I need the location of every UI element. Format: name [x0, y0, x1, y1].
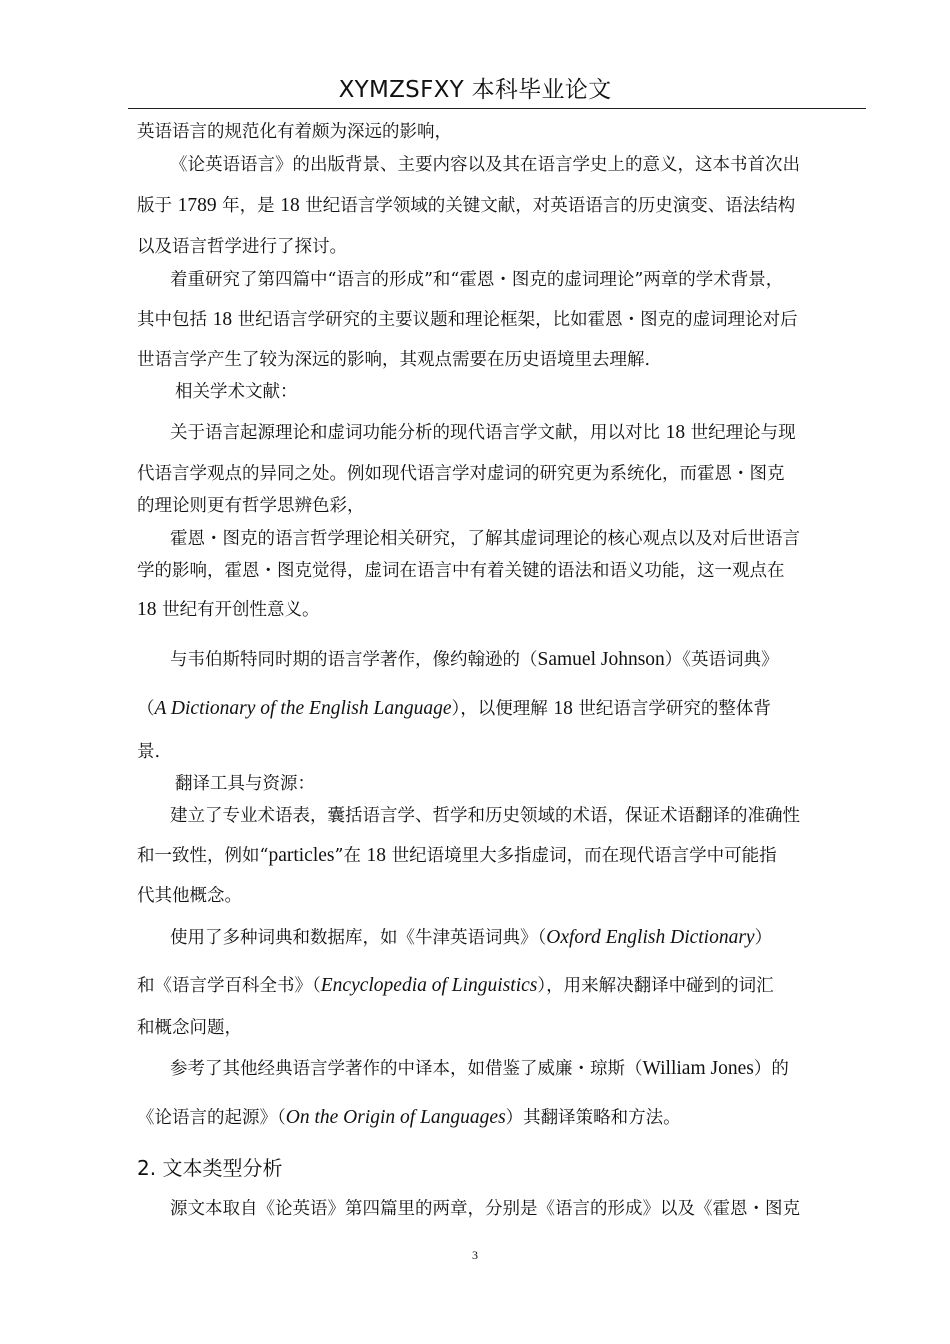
text-line: 霍恩・图克的语言哲学理论相关研究，了解其虚词理论的核心观点以及对后世语言	[170, 529, 800, 549]
text-line: 《论语言的起源》（On the Origin of Languages）其翻译策略和方法。	[137, 1107, 681, 1128]
text-line: 的理论则更有哲学思辨色彩，	[137, 496, 365, 516]
text-line: 其中包括 18 世纪语言学研究的主要议题和理论框架，比如霍恩・图克的虚词理论对后	[137, 309, 798, 330]
text-line: 版于 1789 年，是 18 世纪语言学领域的关键文献，对英语语言的历史演变、语法结构	[137, 195, 796, 216]
text-line: 使用了多种词典和数据库，如《牛津英语词典》（Oxford English Dictionary）	[170, 927, 773, 948]
text-line: 与韦伯斯特同时期的语言学著作，像约翰逊的（Samuel Johnson）《英语词典》	[170, 649, 779, 670]
text-line: 英语语言的规范化有着颇为深远的影响，	[137, 122, 452, 142]
header-divider	[128, 108, 866, 109]
text-line: 参考了其他经典语言学著作的中译本，如借鉴了威廉・琼斯（William Jones）的	[170, 1058, 789, 1079]
text-line: 和概念问题，	[137, 1018, 242, 1038]
text-line: 代其他概念。	[137, 886, 242, 906]
section-heading: 2. 文本类型分析	[137, 1156, 283, 1180]
text-line: 和《语言学百科全书》（Encyclopedia of Linguistics），用来解决翻译中碰到的词汇	[137, 975, 774, 996]
text-line: 景.	[137, 742, 161, 762]
text-line: 建立了专业术语表，囊括语言学、哲学和历史领域的术语，保证术语翻译的准确性	[170, 806, 800, 826]
text-line: 世语言学产生了较为深远的影响，其观点需要在历史语境里去理解.	[137, 350, 651, 370]
text-line: 相关学术文献：	[175, 382, 298, 402]
page-header-title: XYMZSFXY 本科毕业论文	[338, 77, 612, 103]
text-line: 以及语言哲学进行了探讨。	[137, 237, 347, 257]
text-line: 18 世纪有开创性意义。	[137, 599, 320, 620]
text-line: 着重研究了第四篇中“语言的形成”和“霍恩・图克的虚词理论”两章的学术背景，	[170, 270, 784, 290]
text-line: 关于语言起源理论和虚词功能分析的现代语言学文献，用以对比 18 世纪理论与现	[170, 422, 796, 443]
page-number: 3	[472, 1248, 478, 1262]
text-line: 源文本取自《论英语》第四篇里的两章，分别是《语言的形成》以及《霍恩・图克	[170, 1199, 800, 1219]
text-line: 学的影响，霍恩・图克觉得，虚词在语言中有着关键的语法和语义功能，这一观点在	[137, 561, 785, 581]
text-line: 《论英语语言》的出版背景、主要内容以及其在语言学史上的意义，这本书首次出	[170, 155, 800, 175]
text-line: （A Dictionary of the English Language），以便理解 18 世纪语言学研究的整体背	[137, 698, 771, 719]
text-line: 代语言学观点的异同之处。例如现代语言学对虚词的研究更为系统化，而霍恩・图克	[137, 464, 785, 484]
text-line: 和一致性，例如“particles”在 18 世纪语境里大多指虚词，而在现代语言学中可能指	[137, 845, 777, 866]
text-line: 翻译工具与资源：	[175, 774, 315, 794]
